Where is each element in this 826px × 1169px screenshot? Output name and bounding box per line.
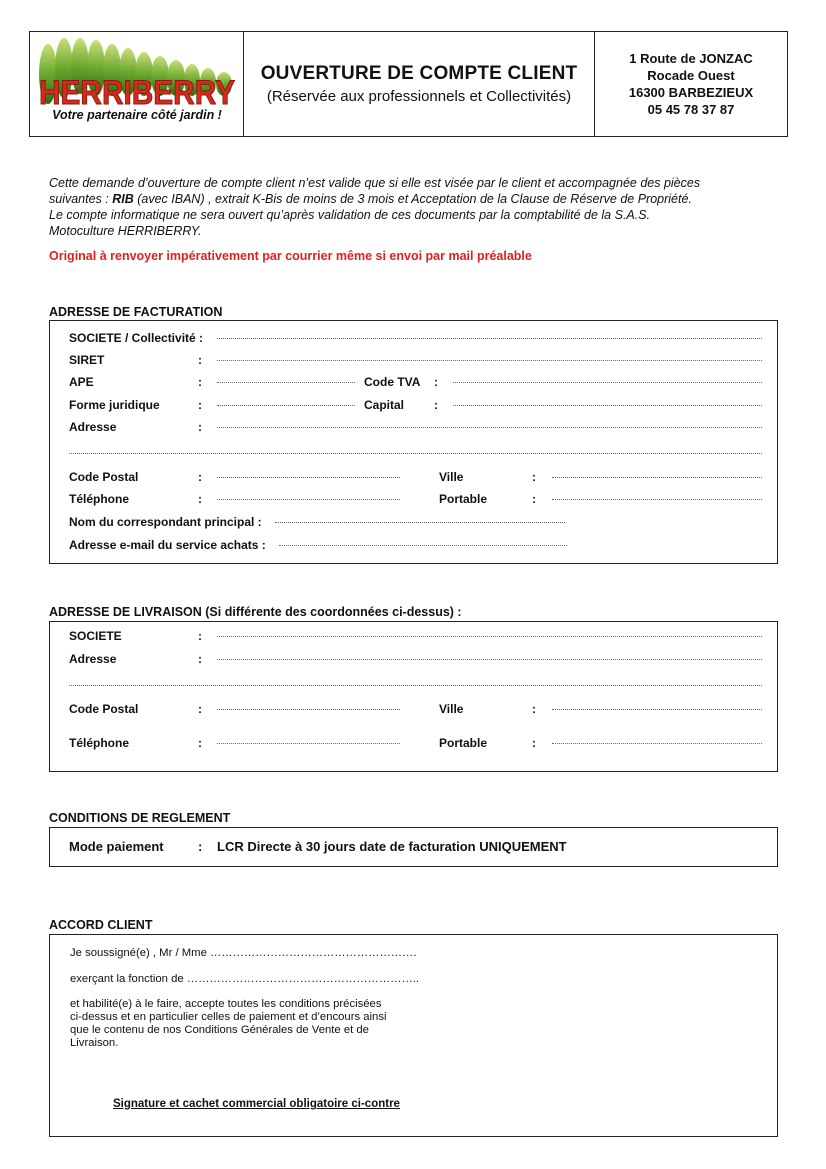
label-correspondant: Nom du correspondant principal : — [69, 515, 262, 529]
forme-juridique-input[interactable] — [217, 402, 355, 406]
billing-section-title: ADRESSE DE FACTURATION — [49, 305, 223, 319]
telephone-input[interactable] — [217, 496, 400, 500]
intro-paragraph — [49, 175, 777, 239]
ape-input[interactable] — [217, 379, 355, 383]
address-line: Rocade Ouest — [647, 68, 735, 83]
colon: : — [198, 702, 202, 716]
signature-label: Signature et cachet commercial obligatoire ci-contre — [113, 1098, 400, 1110]
document-subtitle: (Réservée aux professionnels et Collectivités) — [266, 88, 572, 105]
logo-wordmark: HERRIBERRY — [39, 74, 236, 112]
address-line: 16300 BARBEZIEUX — [628, 85, 754, 100]
delivery-ville-input[interactable] — [552, 706, 762, 710]
payment-value: LCR Directe à 30 jours date de facturation UNIQUEMENT — [217, 839, 567, 854]
colon: : — [198, 839, 203, 854]
label-ville: Ville — [439, 470, 464, 484]
societe-input[interactable] — [217, 335, 762, 339]
colon: : — [198, 375, 202, 389]
agreement-function-line[interactable]: exerçant la fonction de …………………………………………………….. — [70, 973, 420, 985]
intro-rib: RIB — [112, 192, 134, 206]
herriberry-logo — [34, 38, 240, 110]
ville-input[interactable] — [552, 474, 762, 478]
siret-input[interactable] — [217, 357, 762, 361]
intro-line: Motoculture HERRIBERRY. — [49, 224, 202, 238]
logo-slogan: Votre partenaire côté jardin ! — [52, 108, 222, 122]
payment-section-title: CONDITIONS DE REGLEMENT — [49, 811, 231, 825]
label-portable: Portable — [439, 736, 488, 750]
capital-input[interactable] — [453, 402, 762, 406]
intro-text: suivantes : — [49, 192, 113, 206]
portable-input[interactable] — [552, 496, 762, 500]
colon: : — [198, 398, 202, 412]
agreement-paragraph-line: que le contenu de nos Conditions Générales de Vente et de — [70, 1024, 369, 1036]
delivery-box — [49, 621, 778, 772]
adresse-input[interactable] — [217, 424, 762, 428]
label-portable: Portable — [439, 492, 488, 506]
adresse-input-line2[interactable] — [69, 450, 762, 454]
title-cell — [244, 32, 595, 136]
label-adresse: Adresse — [69, 420, 117, 434]
colon: : — [532, 736, 536, 750]
colon: : — [198, 420, 202, 434]
label-ville: Ville — [439, 702, 464, 716]
logo-cell — [30, 32, 244, 136]
phone-number: 05 45 78 37 87 — [647, 102, 735, 117]
agreement-section-title: ACCORD CLIENT — [49, 918, 153, 932]
colon: : — [198, 353, 202, 367]
label-telephone: Téléphone — [69, 736, 130, 750]
delivery-adresse-input[interactable] — [217, 656, 762, 660]
billing-box — [49, 320, 778, 564]
address-line: 1 Route de JONZAC — [629, 51, 753, 66]
label-capital: Capital — [364, 398, 405, 412]
company-address — [595, 32, 787, 136]
label-code-postal: Code Postal — [69, 470, 139, 484]
label-code-tva: Code TVA — [364, 375, 421, 389]
colon: : — [198, 470, 202, 484]
agreement-paragraph — [70, 998, 434, 1050]
label-code-postal: Code Postal — [69, 702, 139, 716]
label-telephone: Téléphone — [69, 492, 130, 506]
colon: : — [532, 470, 536, 484]
agreement-paragraph-line: et habilité(e) à le faire, accepte toutes les conditions précisées — [70, 998, 382, 1010]
colon: : — [434, 398, 438, 412]
label-siret: SIRET — [69, 353, 105, 367]
email-input[interactable] — [279, 542, 567, 546]
label-adresse: Adresse — [69, 652, 117, 666]
delivery-telephone-input[interactable] — [217, 740, 400, 744]
intro-text: (avec IBAN) , extrait K-Bis de moins de 3 mois et Acceptation de la Clause de Réserve de Propriété. — [133, 192, 692, 206]
colon: : — [198, 736, 202, 750]
intro-line — [49, 191, 777, 207]
colon: : — [434, 375, 438, 389]
colon: : — [532, 702, 536, 716]
label-societe: SOCIETE — [69, 629, 122, 643]
agreement-paragraph-line: Livraison. — [70, 1037, 119, 1049]
label-mode-paiement: Mode paiement — [69, 839, 164, 854]
colon: : — [198, 492, 202, 506]
delivery-section-title: ADRESSE DE LIVRAISON (Si différente des coordonnées ci-dessus) : — [49, 605, 462, 619]
delivery-adresse-input-line2[interactable] — [69, 682, 762, 686]
intro-line: Le compte informatique ne sera ouvert qu’après validation de ces documents par la comptabilité de la S.A.S. — [49, 208, 651, 222]
delivery-code-postal-input[interactable] — [217, 706, 400, 710]
colon: : — [198, 652, 202, 666]
payment-box — [49, 827, 778, 867]
agreement-box — [49, 934, 778, 1137]
agreement-paragraph-line: ci-dessus et en particulier celles de paiement et d’encours ainsi — [70, 1011, 387, 1023]
agreement-name-line[interactable]: Je soussigné(e) , Mr / Mme ………………………………………………. — [70, 947, 417, 959]
label-ape: APE — [69, 375, 94, 389]
label-societe: SOCIETE / Collectivité : — [69, 331, 204, 345]
delivery-societe-input[interactable] — [217, 633, 762, 637]
label-email: Adresse e-mail du service achats : — [69, 538, 266, 552]
code-tva-input[interactable] — [453, 379, 762, 383]
intro-line: Cette demande d’ouverture de compte client n’est valide que si elle est visée par le client et accompagnée des pièces — [49, 176, 701, 190]
header-table — [29, 31, 788, 137]
code-postal-input[interactable] — [217, 474, 400, 478]
colon: : — [532, 492, 536, 506]
label-forme-juridique: Forme juridique — [69, 398, 160, 412]
document-title: OUVERTURE DE COMPTE CLIENT — [260, 63, 578, 84]
delivery-portable-input[interactable] — [552, 740, 762, 744]
warning-note: Original à renvoyer impérativement par courrier même si envoi par mail préalable — [49, 249, 532, 263]
correspondant-input[interactable] — [275, 519, 565, 523]
colon: : — [198, 629, 202, 643]
